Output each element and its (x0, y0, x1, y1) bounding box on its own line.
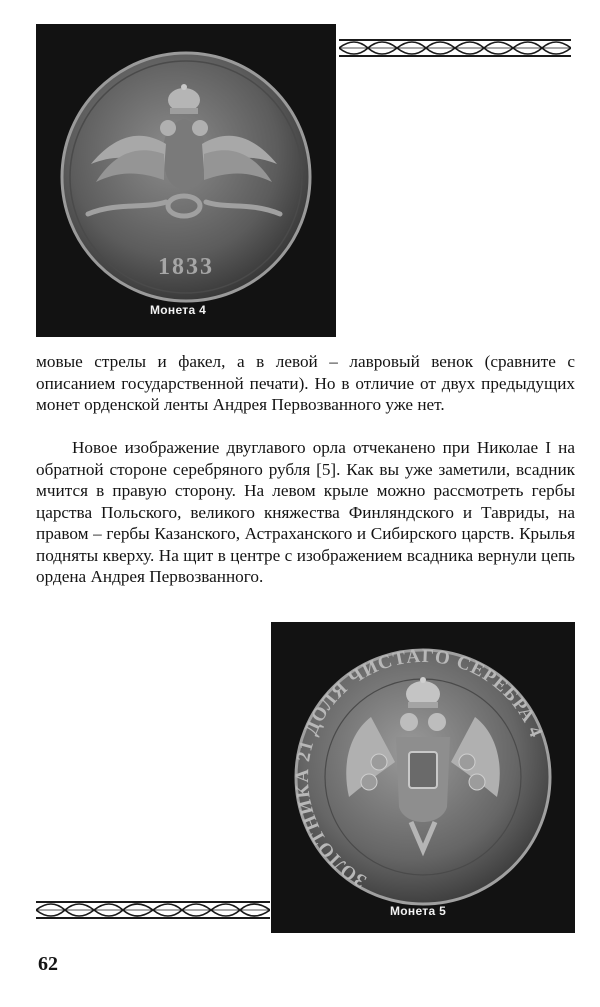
paragraph-text: Новое изображение двуглавого орла отчеканено при Николае I на обратной стороне серебряного рубля [5]. Как вы уже заметили, всадник мчится в правую сторону. На левом крыле можно рассмотреть гербы царства Польского, великого княжества Финляндского и Тавриды, на правом – гербы Казанского, Астраханского и Сибирского царств. Крылья подняты кверху. На щит в центре с изображением всадника вернули цепь ордена Андрея Первозванного. (36, 438, 575, 586)
coin-4-image (36, 24, 336, 337)
body-paragraph-1 (36, 351, 575, 416)
coin-4-photo (36, 24, 336, 337)
shield-icon (409, 752, 437, 788)
body-paragraph-2 (36, 437, 575, 588)
coin-4-date: 1833 (158, 254, 214, 280)
figure-caption-coin-4: Монета 4 (150, 303, 207, 317)
paragraph-text: мовые стрелы и факел, а в левой – лавровый венок (сравните с описанием государственной печати). Но в отличие от двух предыдущих монет орденской ленты Андрея Первозванного уже нет. (36, 352, 575, 414)
figure-caption-coin-5: Монета 5 (390, 904, 447, 918)
decorative-ornament-top (339, 37, 571, 59)
page-number: 62 (38, 953, 58, 975)
coin-5-legend: ЗОЛОТНИКА 21 ДОЛЯ ЧИСТАГО СЕРЕБРА 4 (291, 645, 547, 892)
decorative-ornament-bottom (36, 899, 270, 921)
coin-5-photo (271, 622, 575, 933)
coin-5-image (271, 622, 575, 933)
